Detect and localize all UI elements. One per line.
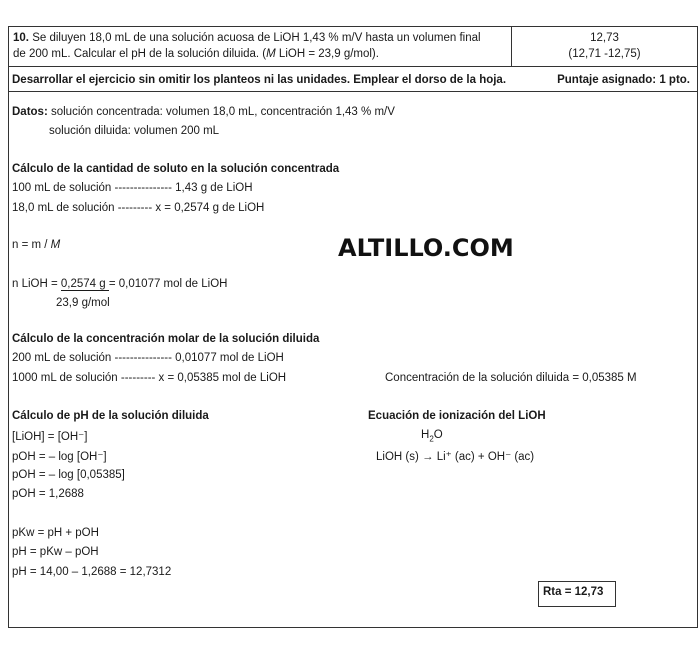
work-area bbox=[8, 67, 698, 628]
formula-n: n = m / M bbox=[12, 239, 61, 251]
answer-range: (12,71 -12,75) bbox=[568, 48, 641, 60]
n-calc-denominator: 23,9 g/mol bbox=[56, 297, 110, 309]
n-calc-numerator: 0,2574 g bbox=[60, 278, 109, 290]
ionization-solvent: $H_2O$ bbox=[421, 429, 443, 444]
section-2-title: Cálculo de la concentración molar de la solución diluida bbox=[12, 333, 320, 345]
answer-cell bbox=[512, 27, 697, 66]
ionization-title: Ecuación de ionización del LiOH bbox=[368, 410, 546, 422]
answer-value: 12,73 bbox=[590, 32, 619, 44]
ionization-equation: LiOH (s) → Li⁺ (ac) + OH⁻ (ac) bbox=[376, 451, 535, 463]
question-header bbox=[8, 26, 698, 67]
section-3-line-4: pOH = 1,2688 bbox=[12, 488, 84, 500]
section-4-line-3: pH = 14,00 – 1,2688 = 12,7312 bbox=[12, 566, 172, 578]
datos-line-2: solución diluida: volumen 200 mL bbox=[49, 125, 220, 137]
section-2-line-1: 200 mL de solución --------------- 0,01077 mol de LiOH bbox=[12, 352, 284, 364]
instructions-divider bbox=[8, 91, 698, 92]
section-3-line-2: pOH = – log [OH⁻] bbox=[12, 451, 107, 463]
section-1-title: Cálculo de la cantidad de soluto en la solución concentrada bbox=[12, 163, 340, 175]
section-2-line-2: 1000 mL de solución --------- x = 0,05385 mol de LiOH bbox=[12, 372, 287, 384]
watermark: ALTILLO.COM bbox=[338, 234, 514, 262]
section-4-line-2: pH = pKw – pOH bbox=[12, 546, 99, 558]
section-1-line-1: 100 mL de solución --------------- 1,43 g de LiOH bbox=[12, 182, 253, 194]
question-number: 10. bbox=[13, 32, 29, 44]
question-text bbox=[9, 27, 512, 66]
score-text: Puntaje asignado: 1 pto. bbox=[557, 74, 690, 86]
question-line-2: de 200 mL. Calcular el pH de la solución diluida. (M LiOH = 23,9 g/mol). bbox=[13, 48, 379, 60]
n-calc: n LiOH = 0,2574 g = 0,01077 mol de LiOH bbox=[12, 278, 228, 290]
final-answer-box: Rta = 12,73 bbox=[538, 581, 616, 607]
section-4-line-1: pKw = pH + pOH bbox=[12, 527, 99, 539]
question-line-1: 10. Se diluyen 18,0 mL de una solución acuosa de LiOH 1,43 % m/V hasta un volumen final bbox=[13, 32, 481, 44]
section-2-conclusion: Concentración de la solución diluida = 0,05385 M bbox=[385, 372, 637, 384]
section-3-title: Cálculo de pH de la solución diluida bbox=[12, 410, 209, 422]
instructions-text: Desarrollar el ejercicio sin omitir los planteos ni las unidades. Emplear el dorso de la hoja. bbox=[12, 74, 507, 86]
section-1-line-2: 18,0 mL de solución --------- x = 0,2574 g de LiOH bbox=[12, 202, 265, 214]
datos-line-1: Datos: solución concentrada: volumen 18,0 mL, concentración 1,43 % m/V bbox=[12, 106, 395, 118]
section-3-line-1: [LiOH] = [OH⁻] bbox=[12, 431, 88, 443]
section-3-line-3: pOH = – log [0,05385] bbox=[12, 469, 125, 481]
